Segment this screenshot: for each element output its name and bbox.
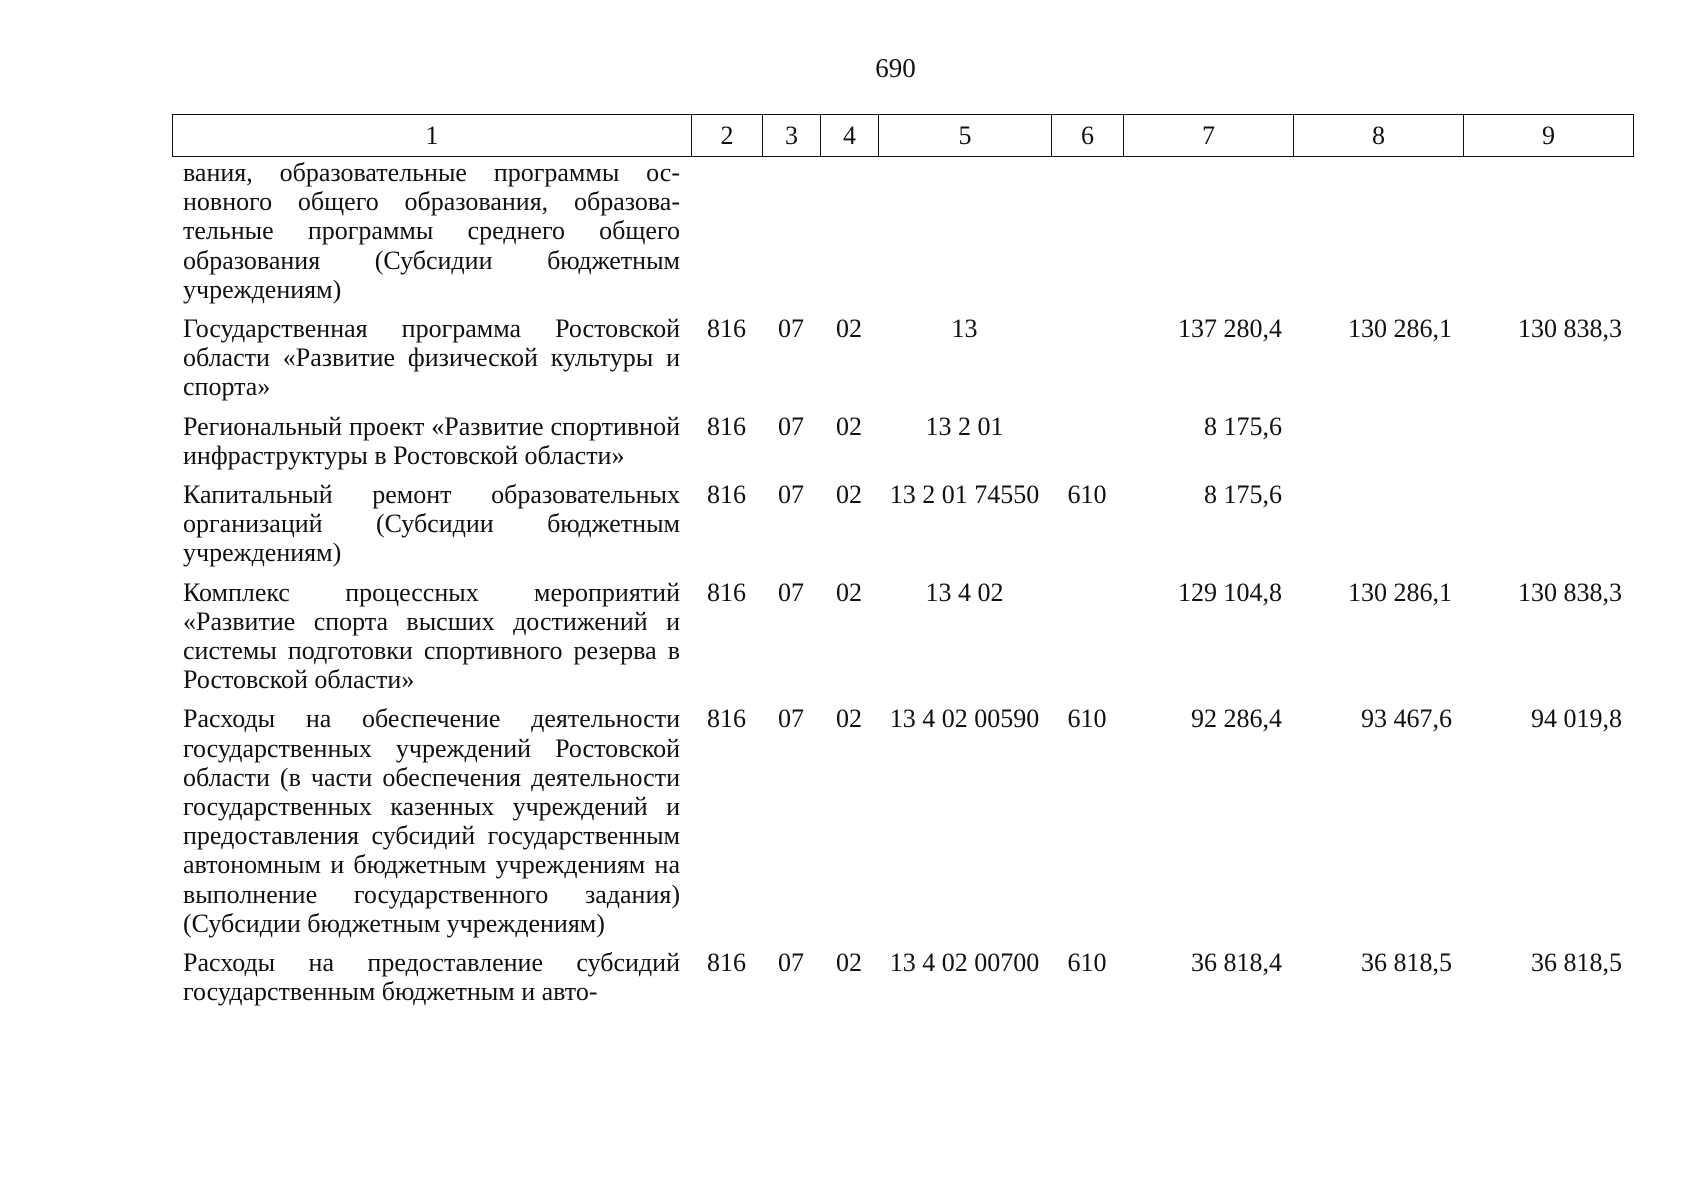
row-cell-c4 xyxy=(820,158,878,314)
row-cell-c2: 816 xyxy=(707,480,746,510)
row-description: Государственная программа Ростовской области «Развитие физической культуры и спорта» xyxy=(183,314,680,402)
column-header-5: 5 xyxy=(879,115,1052,157)
row-cell-c8: 36 818,5 xyxy=(1361,948,1452,978)
row-cell-c4: 02 xyxy=(836,577,862,607)
row-cell-c8: 130 286,1 xyxy=(1348,577,1452,607)
row-description: Расходы на обеспечение деятельности государственных учреждений Ростовской области (в части обеспечения деятельности государственных казенных учреждений и предоставления субсидий государственным автономным и бюджетным учреждениям на выполнение государственного задания) (Субсидии бюджетным учреждениям) xyxy=(183,704,680,938)
row-description: Комплекс процессных мероприятий «Развитие спорта высших достижений и системы подготовки спортивного резерва в Ростовской области» xyxy=(183,577,680,695)
row-cell-c9: 130 838,3 xyxy=(1518,314,1622,344)
row-cell-c7: 8 175,6 xyxy=(1204,480,1282,510)
row-cell-c7: 8 175,6 xyxy=(1204,411,1282,441)
table-row xyxy=(172,948,1633,1016)
row-cell-c2: 816 xyxy=(707,314,746,344)
table-row xyxy=(172,158,1633,314)
table-header xyxy=(172,114,1634,157)
row-cell-c9 xyxy=(1463,158,1633,314)
table-row xyxy=(172,480,1633,578)
table-row xyxy=(172,704,1633,948)
row-cell-c2 xyxy=(691,158,762,314)
column-header-9: 9 xyxy=(1464,115,1634,157)
row-cell-c4: 02 xyxy=(836,314,862,344)
row-cell-c3: 07 xyxy=(778,411,804,441)
column-header-3: 3 xyxy=(763,115,821,157)
row-cell-c8 xyxy=(1293,480,1463,578)
table-row xyxy=(172,412,1633,480)
row-cell-c2: 816 xyxy=(707,577,746,607)
row-cell-c7: 137 280,4 xyxy=(1178,314,1282,344)
row-cell-c5: 13 2 01 xyxy=(925,411,1004,441)
row-cell-c6: 610 xyxy=(1067,480,1107,510)
row-cell-c9: 130 838,3 xyxy=(1518,577,1622,607)
row-cell-c8: 130 286,1 xyxy=(1348,314,1452,344)
column-header-6: 6 xyxy=(1052,115,1124,157)
row-cell-c4: 02 xyxy=(836,704,862,734)
row-cell-c6 xyxy=(1051,578,1123,705)
row-cell-c6: 610 xyxy=(1067,948,1107,978)
row-description: Капитальный ремонт образовательных организаций (Субсидии бюджетным учреждениям) xyxy=(183,480,680,568)
column-header-7: 7 xyxy=(1124,115,1294,157)
column-header-8: 8 xyxy=(1294,115,1464,157)
column-header-1: 1 xyxy=(173,115,692,157)
column-header-2: 2 xyxy=(692,115,763,157)
row-cell-c3: 07 xyxy=(778,314,804,344)
page-number: 690 xyxy=(875,53,916,83)
row-cell-c8 xyxy=(1293,412,1463,480)
row-description: Расходы на предоставление субсидий государственным бюджетным и авто- xyxy=(183,948,680,1007)
table-row xyxy=(172,578,1633,705)
row-cell-c3: 07 xyxy=(778,480,804,510)
row-cell-c9: 94 019,8 xyxy=(1531,704,1622,734)
row-cell-c5: 13 4 02 xyxy=(925,577,1004,607)
row-cell-c4: 02 xyxy=(836,480,862,510)
row-cell-c3: 07 xyxy=(778,704,804,734)
table-row xyxy=(172,314,1633,412)
row-description: Региональный проект «Развитие спортивной инфраструктуры в Ростовской области» xyxy=(183,411,680,470)
column-header-4: 4 xyxy=(821,115,879,157)
row-cell-c5: 13 4 02 00590 xyxy=(889,704,1040,734)
row-cell-c3 xyxy=(762,158,820,314)
row-cell-c3: 07 xyxy=(778,577,804,607)
row-cell-c7: 129 104,8 xyxy=(1178,577,1282,607)
row-cell-c5: 13 xyxy=(951,314,978,344)
row-cell-c4: 02 xyxy=(836,411,862,441)
row-cell-c4: 02 xyxy=(836,948,862,978)
row-cell-c8: 93 467,6 xyxy=(1361,704,1452,734)
row-cell-c7 xyxy=(1123,158,1293,314)
row-cell-c9 xyxy=(1463,480,1633,578)
row-cell-c8 xyxy=(1293,158,1463,314)
row-cell-c5 xyxy=(878,158,1051,314)
row-cell-c5: 13 2 01 74550 xyxy=(889,480,1040,510)
row-cell-c2: 816 xyxy=(707,411,746,441)
row-cell-c9 xyxy=(1463,412,1633,480)
row-cell-c2: 816 xyxy=(707,704,746,734)
row-cell-c6 xyxy=(1051,158,1123,314)
row-cell-c3: 07 xyxy=(778,948,804,978)
row-description: вания, образовательные программы основного общего образования, образовательные программы среднего общего образования (Субсидии бюджетным учреждениям) xyxy=(183,158,680,304)
budget-table-body xyxy=(172,158,1633,1016)
row-cell-c6: 610 xyxy=(1067,704,1107,734)
row-cell-c7: 36 818,4 xyxy=(1191,948,1282,978)
row-cell-c9: 36 818,5 xyxy=(1531,948,1622,978)
row-cell-c5: 13 4 02 00700 xyxy=(889,948,1040,978)
row-cell-c6 xyxy=(1051,314,1123,412)
row-cell-c2: 816 xyxy=(707,948,746,978)
row-cell-c7: 92 286,4 xyxy=(1191,704,1282,734)
row-cell-c6 xyxy=(1051,412,1123,480)
